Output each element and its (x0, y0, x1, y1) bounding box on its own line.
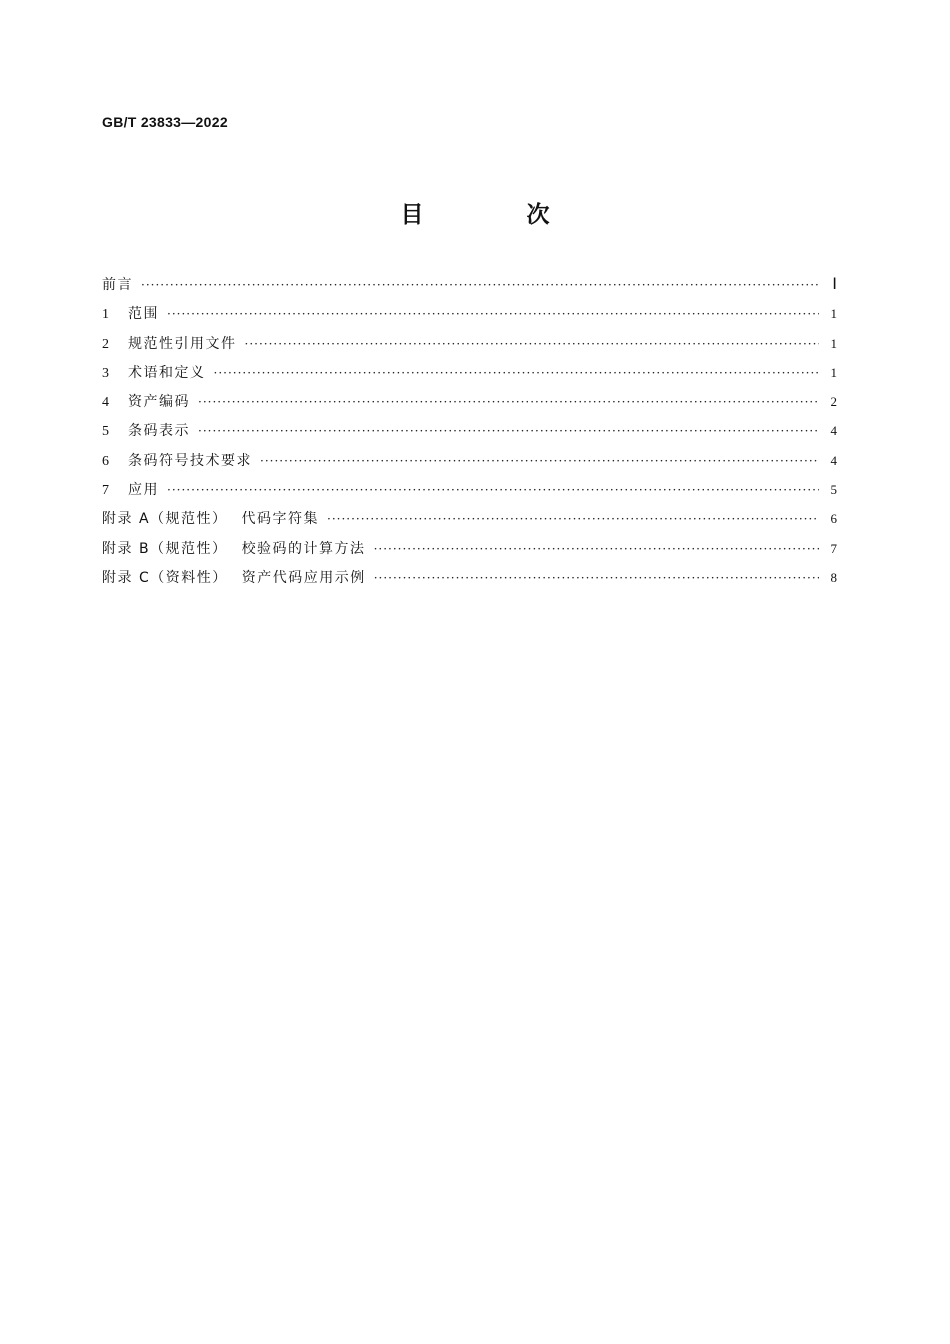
toc-leader-dots (141, 271, 819, 300)
toc-entry-page: Ⅰ (832, 276, 837, 293)
toc-entry-label: 资产代码应用示例 (241, 569, 366, 586)
toc-entry-page: 2 (830, 394, 837, 410)
toc-appendix-prefix: 附录 C（资料性） (102, 569, 228, 586)
toc-entry-page: 1 (830, 306, 837, 322)
toc-entry-number: 7 (102, 483, 109, 499)
toc-entry-page: 5 (830, 482, 837, 498)
toc-entry-number: 1 (102, 307, 109, 323)
toc-entry-foreword[interactable] (102, 270, 837, 299)
toc-leader-dots (260, 447, 819, 476)
toc-appendix-prefix: 附录 A（规范性） (102, 511, 228, 528)
toc-entry-page: 1 (830, 335, 837, 351)
toc-entry-number: 3 (102, 365, 109, 381)
toc-entry-4[interactable] (102, 387, 837, 416)
toc-leader-dots (214, 359, 820, 388)
toc-entry-7[interactable] (102, 475, 837, 504)
toc-entry-2[interactable] (102, 329, 837, 358)
toc-entry-page: 6 (830, 511, 837, 527)
toc-entry-appendix-a[interactable] (102, 504, 837, 533)
page-title: 目 次 (400, 202, 590, 228)
toc-entry-page: 8 (830, 569, 837, 585)
toc-leader-dots (198, 417, 819, 446)
toc-entry-number: 4 (102, 395, 109, 411)
toc-entry-page: 4 (830, 423, 837, 439)
toc-entry-page: 1 (830, 364, 837, 380)
toc-leader-dots (167, 476, 819, 505)
toc-entry-label: 资产编码 (128, 394, 190, 411)
toc-entry-label: 条码符号技术要求 (128, 452, 252, 469)
toc-entry-5[interactable] (102, 416, 837, 445)
toc-appendix-prefix: 附录 B（规范性） (102, 540, 228, 557)
toc-entry-1[interactable] (102, 299, 837, 328)
toc-leader-dots (167, 300, 819, 329)
toc-entry-appendix-b[interactable] (102, 534, 837, 563)
toc-entry-label: 前言 (102, 277, 133, 293)
toc-entry-label: 代码字符集 (241, 511, 320, 528)
toc-leader-dots (327, 505, 819, 534)
toc-entry-number: 5 (102, 424, 109, 440)
table-of-contents (102, 270, 837, 592)
toc-entry-6[interactable] (102, 446, 837, 475)
toc-entry-3[interactable] (102, 358, 837, 387)
toc-entry-appendix-c[interactable] (102, 563, 837, 592)
toc-entry-label: 范围 (128, 306, 159, 323)
toc-leader-dots (245, 330, 820, 359)
toc-entry-label: 条码表示 (128, 423, 190, 440)
toc-entry-label: 应用 (128, 482, 159, 499)
toc-leader-dots (374, 535, 819, 564)
standard-code: GB/T 23833—2022 (102, 114, 228, 130)
toc-entry-label: 规范性引用文件 (128, 335, 237, 352)
toc-entry-label: 术语和定义 (128, 364, 206, 381)
toc-entry-page: 7 (830, 540, 837, 556)
toc-leader-dots (198, 388, 819, 417)
toc-entry-number: 2 (102, 336, 109, 352)
toc-entry-label: 校验码的计算方法 (241, 540, 366, 557)
toc-leader-dots (374, 564, 819, 593)
toc-entry-number: 6 (102, 453, 109, 469)
toc-entry-page: 4 (830, 452, 837, 468)
